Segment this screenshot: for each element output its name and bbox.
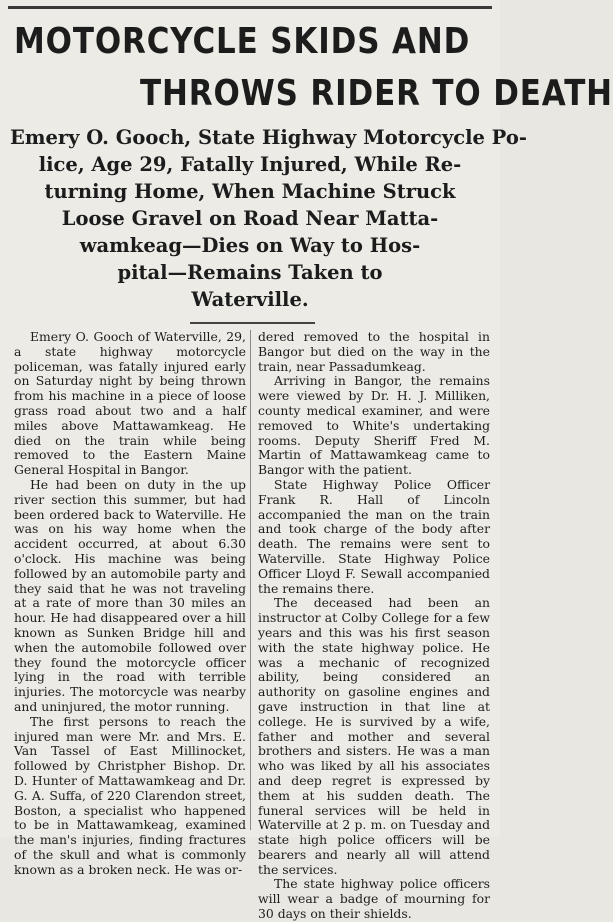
- headline-line-2: THROWS RIDER TO DEATH: [140, 73, 613, 114]
- column-divider: [250, 330, 251, 830]
- section-divider: [190, 322, 315, 324]
- deck-line: wamkeag—Dies on Way to Hos-: [79, 234, 421, 257]
- paragraph: The deceased had been an instructor at Colby College for a few years and this was his first season with the state highway police. He was a mechanic of recognized ability, being considered an authority on gasoline engines and gave instruction in that line at college. He is survived by a wife, father and mother and several brothers and sisters. He was a man who was liked by all his associates and deep regret is expressed by them at his sudden death. The funeral services will be held in Waterville at 2 p. m. on Tuesday and state high police officers will be bearers and nearly all will attend the services.: [258, 595, 490, 877]
- paragraph: State Highway Police Officer Frank R. Hall of Lincoln accompanied the man on the train and took charge of the body after death. The remains were sent to Waterville. State Highway Police Officer Lloyd F. Sewall accompanied the remains there.: [258, 476, 490, 596]
- deck-line: Waterville.: [191, 288, 309, 311]
- deck-line: lice, Age 29, Fatally Injured, While Re-: [38, 153, 462, 176]
- deck-line: turning Home, When Machine Struck: [44, 180, 456, 203]
- paragraph: The first persons to reach the injured man were Mr. and Mrs. E. Van Tassel of East Millinocket, followed by Christpher Bishop. Dr. D. Hunter of Mattawamkeag and Dr. G. A. Suffa, of 220 Clarendon street, Boston, a specialist who happened to be in Mattawamkeag, examined the man's injuries, finding fractures of the skull and what is commonly known as a broken neck. He was or-: [14, 713, 246, 877]
- paragraph: Emery O. Gooch of Waterville, 29, a state highway motorcycle policeman, was fatally injured early on Saturday night by being thrown from his machine in a piece of loose grass road about two and a half miles above Mattawamkeag. He died on the train while being removed to the Eastern Maine General Hospital in Bangor.: [14, 329, 246, 478]
- subheadline-deck: [10, 124, 527, 313]
- deck-line: pital—Remains Taken to: [117, 261, 383, 284]
- paragraph: He had been on duty in the up river section this summer, but had been ordered back to Waterville. He was on his way home when the accident occurred, at about 6.30 o'clock. His machine was being followed by an automobile party and they said that he was not traveling at a rate of more than 30 miles an hour. He had disappeared over a hill known as Sunken Bridge hill and when the automobile followed over they found the motorcycle officer lying in the road with terrible injuries. The motorcycle was nearby and uninjured, the motor running.: [14, 476, 246, 714]
- deck-line: Emery O. Gooch, State Highway Motorcycle Po-: [10, 126, 527, 149]
- paragraph: Arriving in Bangor, the remains were viewed by Dr. H. J. Milliken, county medical examiner, and were removed to White's undertaking rooms. Deputy Sheriff Fred M. Martin of Mattawamkeag came to Bangor with the patient.: [258, 373, 490, 478]
- article-column-left: [14, 330, 246, 877]
- top-rule: [8, 6, 492, 9]
- article-column-right: [258, 330, 490, 922]
- paragraph: The state highway police officers will wear a badge of mourning for 30 days on their shields.: [258, 876, 490, 922]
- deck-line: Loose Gravel on Road Near Matta-: [61, 207, 439, 230]
- paragraph: dered removed to the hospital in Bangor but died on the way in the train, near Passadumkeag.: [258, 329, 490, 374]
- headline-line-1: MOTORCYCLE SKIDS AND: [14, 21, 471, 62]
